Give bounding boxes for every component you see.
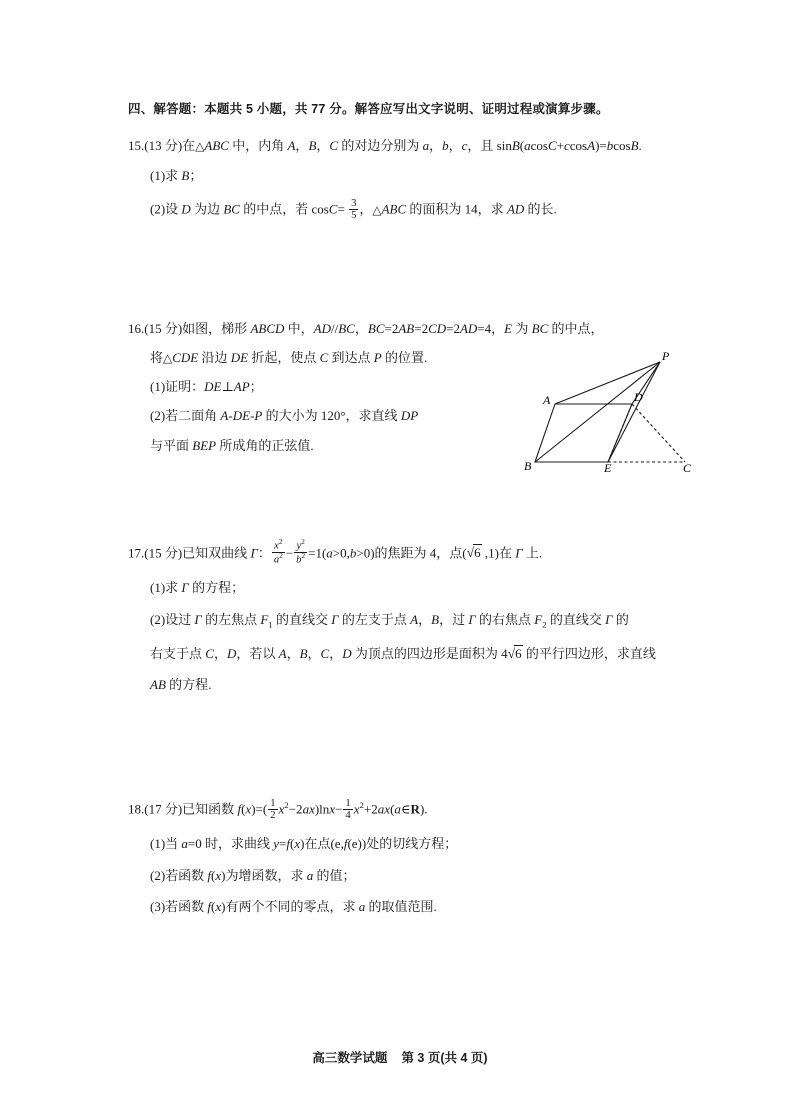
figure-label-B: B: [524, 459, 532, 472]
question-18-points: (17 分): [144, 801, 183, 817]
fraction-one-half: $\frac{1}{2}$: [270, 798, 276, 822]
q15-p2-a: (2)设: [150, 201, 182, 217]
q15-p2-b: 为边: [190, 201, 224, 217]
question-17-part-4: AB 的方程.: [150, 677, 212, 693]
figure-label-D: D: [634, 390, 643, 404]
question-17: [128, 539, 688, 695]
question-18-number: 18.: [128, 801, 145, 817]
fraction-x2-over-a2: $\frac{x^2}{a^2}$: [273, 538, 283, 566]
question-17-part-1: (1)求 Γ 的方程；: [150, 580, 245, 596]
q15-p2-e: ，: [359, 201, 373, 217]
question-17-points: (15 分): [144, 545, 183, 561]
question-16-part-2: (2)若二面角 A-DE-P 的大小为 120°，求直线 DP: [150, 408, 419, 424]
question-15-stem-pre: 在: [182, 138, 196, 153]
question-15: [128, 136, 688, 222]
solid-geometry-diagram: [510, 352, 710, 472]
page-footer: [0, 1048, 800, 1066]
figure-label-A: A: [543, 393, 551, 407]
sqrt-6-area: √6: [507, 645, 522, 661]
question-18-part-2: (2)若函数 f(x)为增函数，求 a 的值；: [150, 867, 356, 883]
question-17-part-3: 右支于点 C，D，若以 A，B，C，D 为顶点的四边形是面积为 4√6 的平行四边形，求直线: [128, 643, 688, 664]
figure-label-E: E: [604, 461, 612, 472]
question-16-number: 16.: [128, 321, 145, 336]
triangle-icon: [195, 138, 204, 153]
question-18-part-3: (3)若函数 f(x)有两个不同的零点，求 a 的取值范围.: [150, 898, 437, 914]
section-heading: 四、解答题：本题共 5 小题，共 77 分。解答应写出文字说明、证明过程或演算步骤。: [128, 102, 609, 116]
q15-p2-d: =: [337, 201, 349, 217]
question-18: [128, 798, 688, 917]
question-16-figure: [510, 352, 710, 472]
question-16-part-1: (1)证明：DE⊥AP；: [150, 379, 263, 395]
question-16-points: (15 分): [144, 321, 183, 336]
fraction-denominator: 5: [351, 210, 357, 222]
triangle-icon-3: [163, 350, 172, 365]
question-17-number: 17.: [128, 545, 145, 561]
footer-title: 高三数学试题: [312, 1051, 388, 1065]
triangle-icon-2: [372, 202, 381, 217]
question-17-line-1: 17.(15 分)已知双曲线 Γ： $\frac{x^2}{a^2}$ − $\frac{y^2}{b^2}$ =1(a>0,b>0)的焦距为 4，点(√6 ,1)在 Γ 上.: [128, 538, 543, 566]
question-16-line-2: 将 △ CDE 沿边 DE 折起，使点 C 到达点 P 的位置.: [128, 348, 688, 368]
question-18-line-1: 18.(17 分)已知函数 f(x)=( $\frac{1}{2}$ $x^2-2ax)\ln x-$ $\frac{1}{4}$ $x^2+2ax(a\in R)$.: [128, 798, 428, 822]
question-16-part-3: 与平面 BEP 所成角的正弦值.: [150, 437, 314, 453]
footer-page-number: 第 3 页(共 4 页): [401, 1051, 488, 1065]
figure-label-C: C: [683, 461, 692, 472]
question-15-part-1: (1)求 B；: [150, 168, 203, 184]
question-15-stem: 15.(13 分)在 △ ABC 中，内角 A，B，C 的对边分别为 a，b，c，且 sinB(acosC+ccosA)=bcosB.: [128, 136, 688, 156]
sqrt-6: √6: [466, 545, 481, 561]
question-15-part-2: (2)设 D 为边 BC 的中点，若 cosC= $\frac{3}{5}$ ， △ ABC 的面积为 14，求 AD 的长.: [128, 198, 688, 221]
question-18-part-1: (1)当 a=0 时，求曲线 y=f(x)在点(e,f(e))处的切线方程；: [150, 836, 458, 852]
q15-p2-c: 的中点，若 cos: [239, 201, 329, 217]
figure-label-P: P: [662, 352, 670, 363]
fraction-one-quarter: $\frac{1}{4}$: [345, 798, 351, 822]
question-16-line-1: 16.(15 分)如图，梯形 ABCD 中，AD//BC，BC=2AB=2CD=2AD=4，E 为 BC 的中点，: [128, 321, 604, 336]
question-15-number: 15.: [128, 138, 145, 153]
fraction-numerator: 3: [351, 198, 357, 210]
fraction-three-fifths: [349, 198, 358, 221]
question-15-points: (13 分): [144, 138, 183, 153]
question-17-part-2: (2)设过 Γ 的左焦点 $F_1$ 的直线交 Γ 的左支于点 A，B，过 Γ 的右焦点 $F_2$ 的直线交 Γ 的: [150, 611, 629, 630]
fraction-y2-over-b2: $\frac{y^2}{b^2}$: [296, 538, 306, 566]
